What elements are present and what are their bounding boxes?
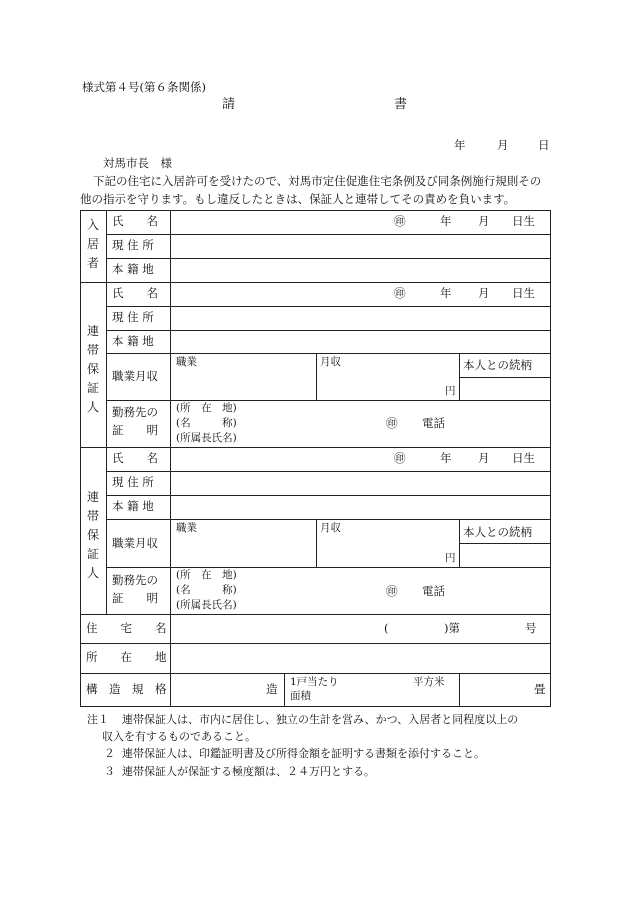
tatami-label: 畳 [534,682,546,696]
guarantor1-section-label: 連 帯 保 証 人 [87,324,100,414]
housing-no: 号 [525,621,537,635]
g1-company-name: (名 称) [176,417,237,429]
guarantor2-section-label: 連 帯 保 証 人 [87,490,100,580]
g2-birth-month: 月 [478,451,490,465]
g1-location: (所 在 地) [176,402,237,414]
g1-job-label: 職業 [176,356,197,368]
g2-domicile-label: 本 籍 地 [112,499,154,513]
housing-location-label: 所 在 地 [86,650,167,664]
g1-phone: 電話 [422,416,445,430]
note2-text: 連帯保証人は、印鑑証明書及び所得金額を証明する書類を添付すること。 [122,747,485,760]
g1-job-income-label: 職業月収 [112,369,158,383]
g2-birth-day: 日生 [512,451,535,465]
addressee: 対馬市長 様 [103,156,172,170]
housing-close: )第 [444,621,460,635]
per-unit-label: 1戸当たり [290,676,339,688]
note3-text: 連帯保証人が保証する極度額は、２４万円とする。 [122,765,375,778]
g1-address-label: 現 住 所 [112,310,154,324]
resident-birth-day: 日生 [512,214,535,228]
g2-work-cert-2: 証 明 [112,591,158,605]
note3-label: ３ [104,765,115,778]
resident-birth-month: 月 [478,214,490,228]
g2-manager: (所属長氏名) [176,599,237,611]
g2-yen: 円 [445,552,456,564]
g1-birth-month: 月 [478,286,490,300]
g1-domicile-label: 本 籍 地 [112,334,154,348]
housing-open: ( [384,621,389,635]
g2-job-label: 職業 [176,522,197,534]
date-month: 月 [497,138,509,152]
g2-income-label: 月収 [320,522,341,534]
g1-relation-label: 本人との続柄 [463,358,532,372]
resident-section-label: 入 居 者 [87,218,100,270]
g1-work-cert-1: 勤務先の [112,405,158,419]
g2-relation-label: 本人との続柄 [463,525,532,539]
g2-name-label: 氏 名 [112,451,158,465]
g1-yen: 円 [445,385,456,397]
g1-work-seal: ㊞ [386,416,398,430]
g2-seal: ㊞ [394,451,406,465]
title-right: 書 [394,97,408,112]
g2-location: (所 在 地) [176,569,237,581]
resident-name-label: 氏 名 [112,214,158,228]
g1-income-label: 月収 [320,356,341,368]
g2-work-cert-1: 勤務先の [112,573,158,587]
g2-company-name: (名 称) [176,584,237,596]
g2-work-seal: ㊞ [386,584,398,598]
resident-seal: ㊞ [394,214,406,228]
area-label: 面積 [290,690,311,702]
g2-address-label: 現 住 所 [112,475,154,489]
resident-address-label: 現 住 所 [112,238,154,252]
g1-seal: ㊞ [394,286,406,300]
structure-zo: 造 [266,682,278,696]
title-left: 請 [222,97,236,112]
g2-job-income-label: 職業月収 [112,536,158,550]
sqm-label: 平方米 [413,676,445,688]
resident-domicile-label: 本 籍 地 [112,262,154,276]
form-number: 様式第４号(第６条関係) [82,80,206,94]
g2-phone: 電話 [422,584,445,598]
g1-birth-day: 日生 [512,286,535,300]
note1-label: 注１ [87,713,109,726]
date-day: 日 [538,138,550,152]
g1-manager: (所属長氏名) [176,432,237,444]
g1-birth-year: 年 [440,286,452,300]
date-year: 年 [454,138,466,152]
intro-line1: 下記の住宅に入居許可を受けたので、対馬市定住促進住宅条例及び同条例施行規則その [93,174,542,188]
resident-birth-year: 年 [440,214,452,228]
intro-line2: 他の指示を守ります。もし違反したときは、保証人と連帯してその責めを負います。 [80,192,516,206]
housing-name-label: 住 宅 名 [86,621,167,635]
g1-work-cert-2: 証 明 [112,423,158,437]
note1-line1: 連帯保証人は、市内に居住し、独立の生計を営み、かつ、入居者と同程度以上の [122,713,519,726]
g2-birth-year: 年 [440,451,452,465]
note2-label: ２ [104,747,115,760]
g1-name-label: 氏 名 [112,286,158,300]
structure-label: 構 造 規 格 [86,682,167,696]
note1-line2: 収入を有するものであること。 [102,730,256,743]
